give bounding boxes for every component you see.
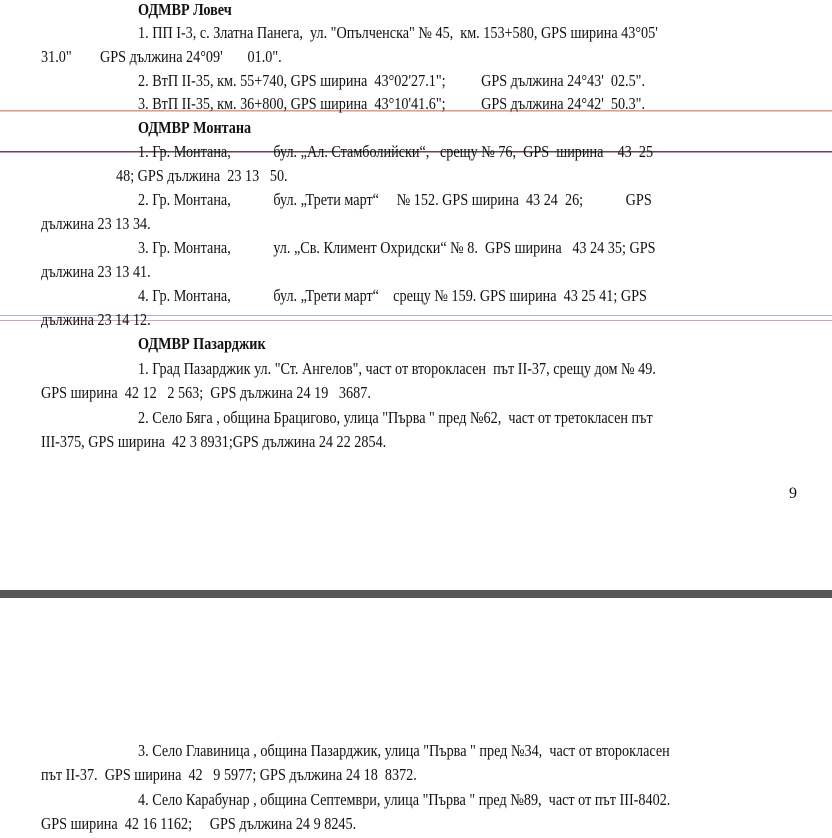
text-line: 1. ПП I-3, с. Златна Панега, ул. "Опълченска" № 45, км. 153+580, GPS ширина 43°05' <box>138 23 658 42</box>
text-line: дължина 23 13 34. <box>41 214 151 233</box>
text-line: 3. Гр. Монтана, ул. „Св. Климент Охридски“ № 8. GPS ширина 43 24 35; GPS <box>138 238 656 257</box>
text-line: III-375, GPS ширина 42 3 8931;GPS дължина 24 22 2854. <box>41 432 387 451</box>
section-heading-montana: ОДМВР Монтана <box>138 118 252 137</box>
text-line: 3. Село Главиница , община Пазарджик, улица "Първа " пред №34, част от второкласен <box>138 741 670 760</box>
text-line: 1. Град Пазарджик ул. "Ст. Ангелов", част от второкласен път II-37, срещу дом № 49. <box>138 359 656 378</box>
page-number: 9 <box>789 485 797 502</box>
text-line: 31.0" GPS дължина 24°09' 01.0". <box>41 47 282 66</box>
text-line: път II-37. GPS ширина 42 9 5977; GPS дължина 24 18 8372. <box>41 765 417 784</box>
text-line: 1. Гр. Монтана, бул. „Ал. Стамболийски“, срещу № 76, GPS ширина 43 25 <box>138 142 654 161</box>
text-line: GPS ширина 42 12 2 563; GPS дължина 24 19 3687. <box>41 383 371 402</box>
section-heading-pazardzhik: ОДМВР Пазарджик <box>138 334 266 353</box>
text-line: дължина 23 13 41. <box>41 262 151 281</box>
text-line: 4. Гр. Монтана, бул. „Трети март“ срещу № 159. GPS ширина 43 25 41; GPS <box>138 286 647 305</box>
page-separator <box>0 590 832 598</box>
text-line: 3. ВтП II-35, км. 36+800, GPS ширина 43°10'41.6"; GPS дължина 24°42' 50.3". <box>138 94 646 113</box>
text-line: 2. Село Бяга , община Брацигово, улица "Първа " пред №62, част от третокласен път <box>138 408 653 427</box>
text-line: GPS ширина 42 16 1162; GPS дължина 24 9 8245. <box>41 814 357 833</box>
text-line: дължина 23 14 12. <box>41 310 151 329</box>
text-line: 4. Село Карабунар , община Септември, улица "Първа " пред №89, част от път III-8402. <box>138 790 671 809</box>
section-heading-lovech: ОДМВР Ловеч <box>138 0 232 19</box>
text-line: 2. ВтП II-35, км. 55+740, GPS ширина 43°02'27.1"; GPS дължина 24°43' 02.5". <box>138 71 646 90</box>
text-line: 48; GPS дължина 23 13 50. <box>116 166 288 185</box>
text-line: 2. Гр. Монтана, бул. „Трети март“ № 152. GPS ширина 43 24 26; GPS <box>138 190 652 209</box>
